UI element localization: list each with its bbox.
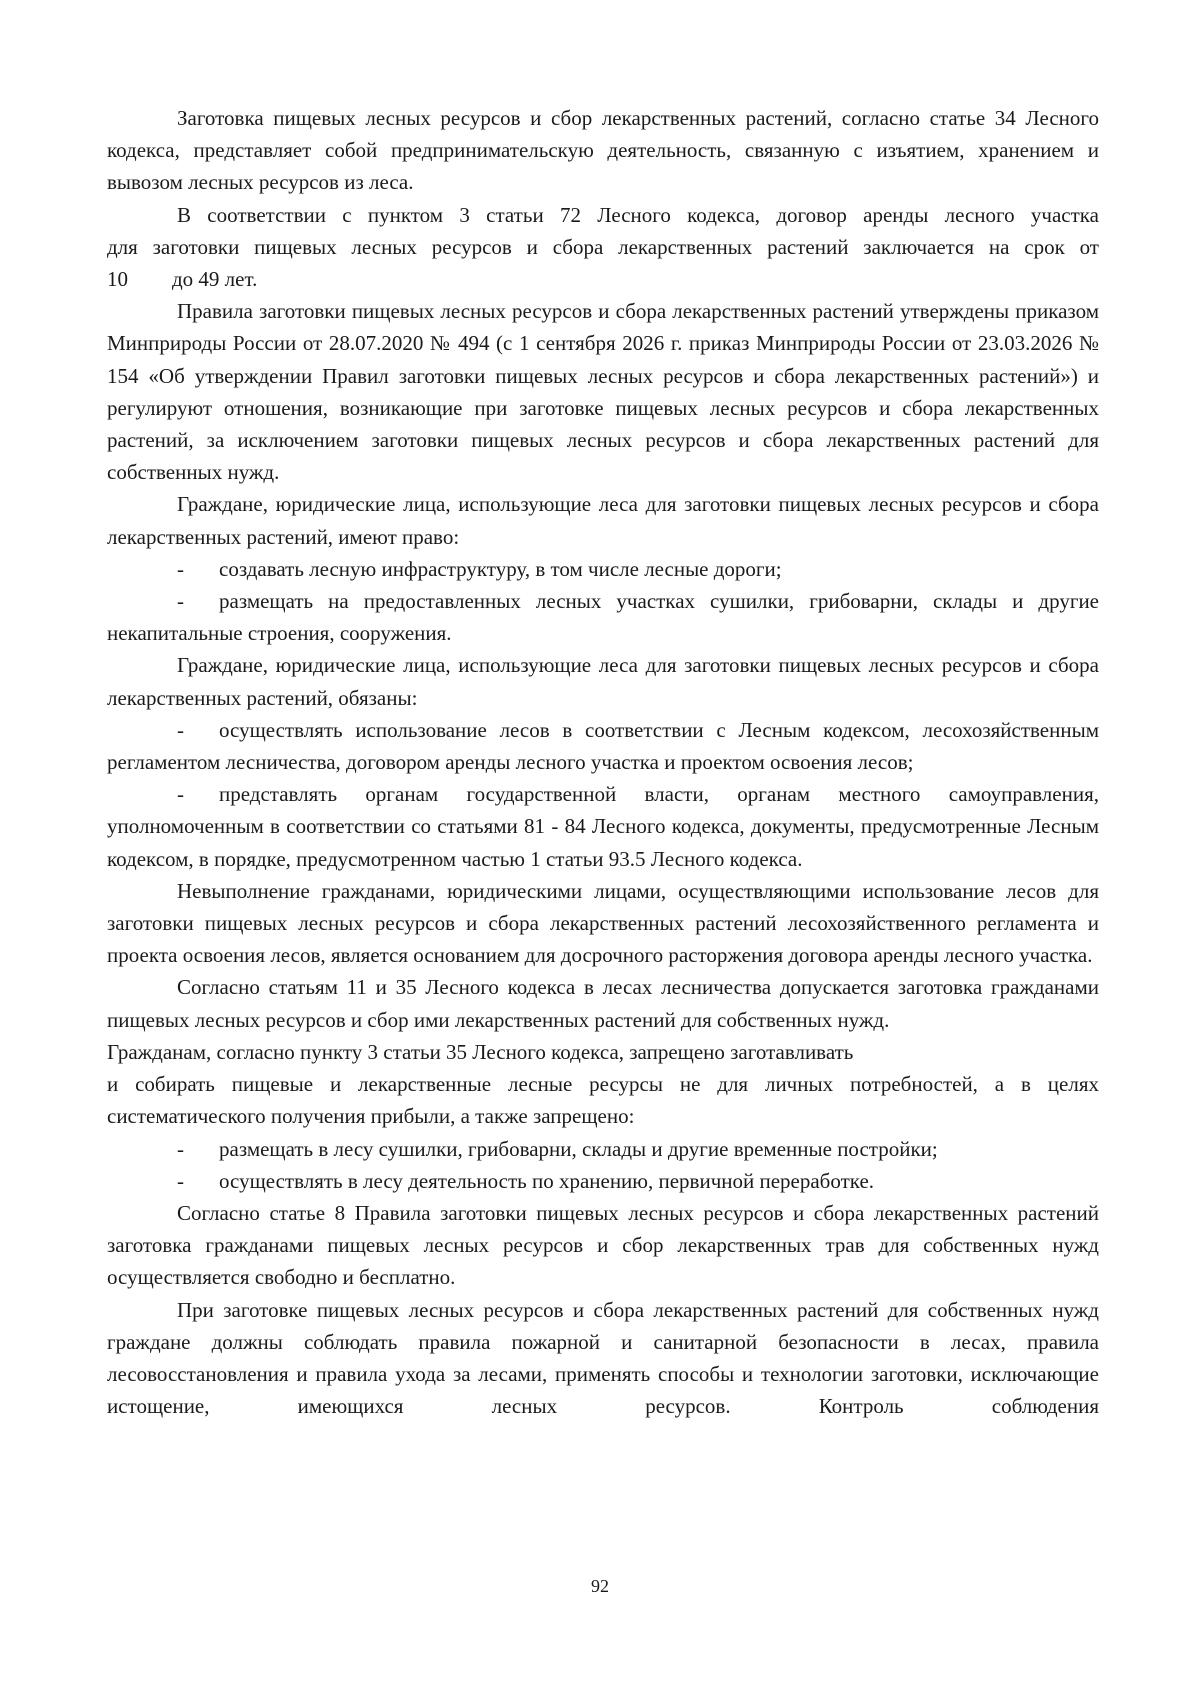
paragraph-line [107,263,1099,295]
paragraph [107,199,1099,296]
term-text: до 49 лет. [172,267,258,292]
list-item [107,778,1099,875]
paragraph-line: для заготовки пищевых лесных ресурсов и сбора лекарственных растений заключается на срок от [107,234,1099,259]
list-item [107,1165,1099,1197]
list-item-text: размещать в лесу сушилки, грибоварни, склады и другие временные постройки; [219,1136,938,1161]
page-number: 92 [591,1576,609,1596]
list-marker: - [177,1168,184,1193]
list-marker: - [177,1136,184,1161]
list-item-text: представлять органам государственной власти, органам местного самоуправления, уполномоченным в соответствии со статьями 81 - 84 Лесного кодекса, документы, предусмотренные Лесным кодексом, в порядке, предусмотренном частью 1 статьи 93.5 Лесного кодекса. [107,782,1099,871]
paragraph-line: Гражданам, согласно пункту 3 статьи 35 Лесного кодекса, запрещено заготавливать [107,1039,854,1064]
paragraph: Заготовка пищевых лесных ресурсов и сбор лекарственных растений, согласно статье 34 Лесного кодекса, представляет собой предпринимательскую деятельность, связанную с изъятием, хранением и вывозом лесных ресурсов из леса. [107,106,1099,195]
list-marker: - [177,556,184,581]
list-item-text: осуществлять в лесу деятельность по хранению, первичной переработке. [219,1168,875,1193]
paragraph [107,1036,1099,1133]
paragraph: Граждане, юридические лица, использующие леса для заготовки пищевых лесных ресурсов и сбора лекарственных растений, имеют право: [107,492,1099,549]
list-item-text: осуществлять использование лесов в соответствии с Лесным кодексом, лесохозяйственным регламентом лесничества, договором аренды лесного участка и проектом освоения лесов; [107,717,1099,775]
list-item [107,1133,1099,1165]
list-item-text: создавать лесную инфраструктуру, в том числе лесные дороги; [219,556,782,581]
list-item [107,585,1099,649]
list-marker: - [177,717,184,742]
paragraph-line: и собирать пищевые и лекарственные лесные ресурсы не для личных потребностей, а в целях систематического получения прибыли, а также запрещено: [107,1072,1099,1129]
paragraph: Невыполнение гражданами, юридическими лицами, осуществляющими использование лесов для заготовки пищевых лесных ресурсов и сбора лекарственных растений лесохозяйственного регламента и проекта освоения лесов, является основанием для досрочного расторжения договора аренды лесного участка. [107,878,1099,968]
paragraph-line: В соответствии с пунктом 3 статьи 72 Лесного кодекса, договор аренды лесного участка [177,202,1099,227]
body-text [107,102,1099,1422]
list-item-text: размещать на предоставленных лесных участках сушилки, грибоварни, склады и другие некапитальные строения, сооружения. [107,589,1099,646]
paragraph: Правила заготовки пищевых лесных ресурсов и сбора лекарственных растений утверждены приказом Минприроды России от 28.07.2020 № 494 (с 1 сентября 2026 г. приказ Минприроды России от 23.03.2026 № 154 «Об утверждении Правил заготовки пищевых лесных ресурсов и сбора лекарственных растений») и регулируют отношения, возникающие при заготовке пищевых лесных ресурсов и сбора лекарственных растений, за исключением заготовки пищевых лесных ресурсов и сбора лекарственных растений для собственных нужд. [107,299,1099,485]
list-marker: - [177,782,184,807]
term-number: 10 [107,267,128,292]
paragraph: При заготовке пищевых лесных ресурсов и сбора лекарственных растений для собственных нужд граждане должны соблюдать правила пожарной и санитарной безопасности в лесах, правила лесовосстановления и правила ухода за лесами, применять способы и технологии заготовки, исключающие истощение, имеющихся лесных ресурсов. Контроль соблюдения [107,1297,1099,1419]
list-marker: - [177,589,184,614]
list-item [107,553,1099,585]
paragraph: Согласно статьям 11 и 35 Лесного кодекса в лесах лесничества допускается заготовка гражданами пищевых лесных ресурсов и сбор ими лекарственных растений для собственных нужд. [107,975,1099,1032]
list-item [107,714,1099,778]
paragraph: Граждане, юридические лица, использующие леса для заготовки пищевых лесных ресурсов и сбора лекарственных растений, обязаны: [107,653,1099,710]
paragraph: Согласно статье 8 Правила заготовки пищевых лесных ресурсов и сбора лекарственных растений заготовка гражданами пищевых лесных ресурсов и сбор лекарственных трав для собственных нужд осуществляется свободно и бесплатно. [107,1200,1099,1290]
